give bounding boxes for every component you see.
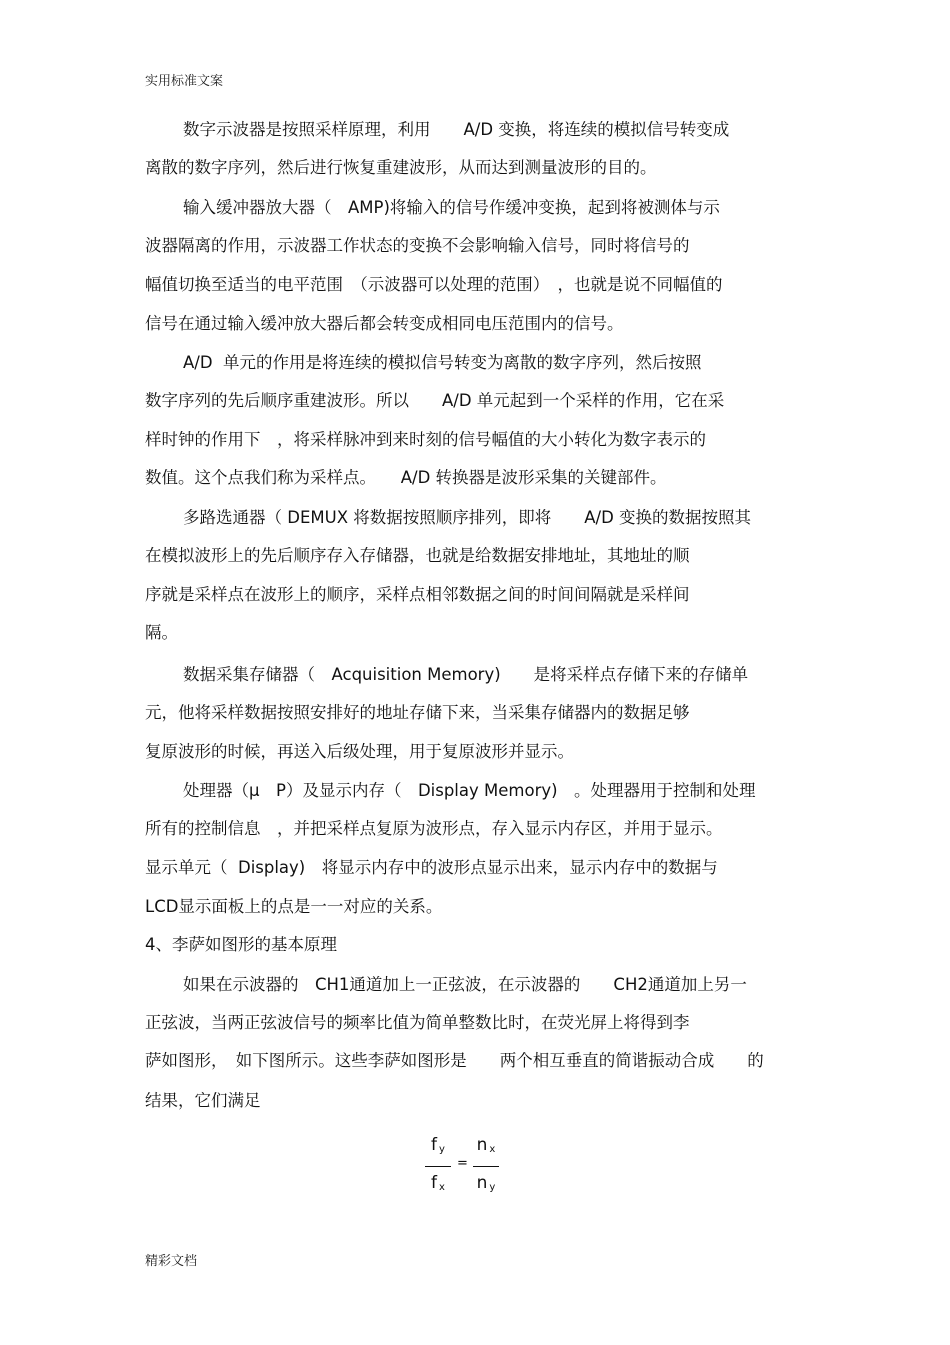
page-header: 实用标准文案 [145, 74, 224, 89]
paragraph-line: 如果在示波器的 CH1通道加上一正弦波，在示波器的 CH2通道加上另一 [183, 975, 747, 994]
paragraph-line: 信号在通过输入缓冲放大器后都会转变成相同电压范围内的信号。 [145, 314, 624, 333]
paragraph-line: 数字序列的先后顺序重建波形。所以 A/D 单元起到一个采样的作用，它在采 [145, 391, 725, 410]
paragraph-line: 幅值切换至适当的电平范围 （示波器可以处理的范围） ，也就是说不同幅值的 [145, 275, 723, 294]
paragraph-line: 离散的数字序列，然后进行恢复重建波形，从而达到测量波形的目的。 [145, 158, 657, 177]
paragraph-line: 数据采集存储器（ Acquisition Memory) 是将采样点存储下来的存储单 [183, 665, 749, 684]
paragraph-line: 在模拟波形上的先后顺序存入存储器，也就是给数据安排地址，其地址的顺 [145, 546, 690, 565]
paragraph-line: 数字示波器是按照采样原理，利用 A/D 变换，将连续的模拟信号转变成 [183, 120, 730, 139]
fraction-bar [425, 1166, 451, 1167]
paragraph-line: 元，他将采样数据按照安排好的地址存储下来，当采集存储器内的数据足够 [145, 703, 690, 722]
paragraph-line: 显示单元（ Display) 将显示内存中的波形点显示出来，显示内存中的数据与 [145, 858, 718, 877]
ny-subscript: y [489, 1182, 496, 1193]
paragraph-line: 正弦波，当两正弦波信号的频率比值为简单整数比时，在荧光屏上将得到李 [145, 1013, 690, 1032]
paragraph-line: 多路选通器（ DEMUX 将数据按照顺序排列，即将 A/D 变换的数据按照其 [183, 508, 752, 527]
paragraph-line: LCD显示面板上的点是一一对应的关系。 [145, 897, 443, 916]
frequency-ratio-formula [425, 1135, 515, 1205]
nx-symbol: n [476, 1135, 488, 1155]
paragraph-line: 序就是采样点在波形上的顺序，采样点相邻数据之间的时间间隔就是采样间 [145, 585, 690, 604]
fy-subscript: y [439, 1144, 445, 1155]
nx-subscript: x [489, 1144, 496, 1155]
paragraph-line: 波器隔离的作用，示波器工作状态的变换不会影响输入信号，同时将信号的 [145, 236, 690, 255]
paragraph-line: 复原波形的时候，再送入后级处理，用于复原波形并显示。 [145, 742, 574, 761]
paragraph-line: 处理器（μ P）及显示内存（ Display Memory) 。处理器用于控制和处理 [183, 781, 756, 800]
fy-symbol: f [431, 1135, 438, 1155]
paragraph-line: 隔。 [145, 623, 178, 642]
paragraph-line: 输入缓冲器放大器（ AMP)将输入的信号作缓冲变换，起到将被测体与示 [183, 198, 720, 217]
paragraph-line: 样时钟的作用下 ，将采样脉冲到来时刻的信号幅值的大小转化为数字表示的 [145, 430, 706, 449]
paragraph-line: 数值。这个点我们称为采样点。 A/D 转换器是波形采集的关键部件。 [145, 468, 667, 487]
count-fraction [473, 1135, 499, 1198]
paragraph-line: A/D 单元的作用是将连续的模拟信号转变为离散的数字序列，然后按照 [183, 353, 702, 372]
frequency-fraction [425, 1135, 451, 1198]
fx-subscript: x [439, 1182, 445, 1193]
paragraph-line: 萨如图形， 如下图所示。这些李萨如图形是 两个相互垂直的简谐振动合成 的 [145, 1051, 764, 1070]
section-heading: 4、李萨如图形的基本原理 [145, 935, 337, 954]
paragraph-line: 结果，它们满足 [145, 1091, 261, 1110]
fx-symbol: f [431, 1173, 438, 1193]
equals-sign: = [457, 1156, 468, 1171]
ny-symbol: n [476, 1173, 488, 1193]
paragraph-line: 所有的控制信息 ，并把采样点复原为波形点，存入显示内存区，并用于显示。 [145, 819, 723, 838]
page-footer: 精彩文档 [145, 1254, 198, 1269]
fraction-bar [473, 1166, 499, 1167]
